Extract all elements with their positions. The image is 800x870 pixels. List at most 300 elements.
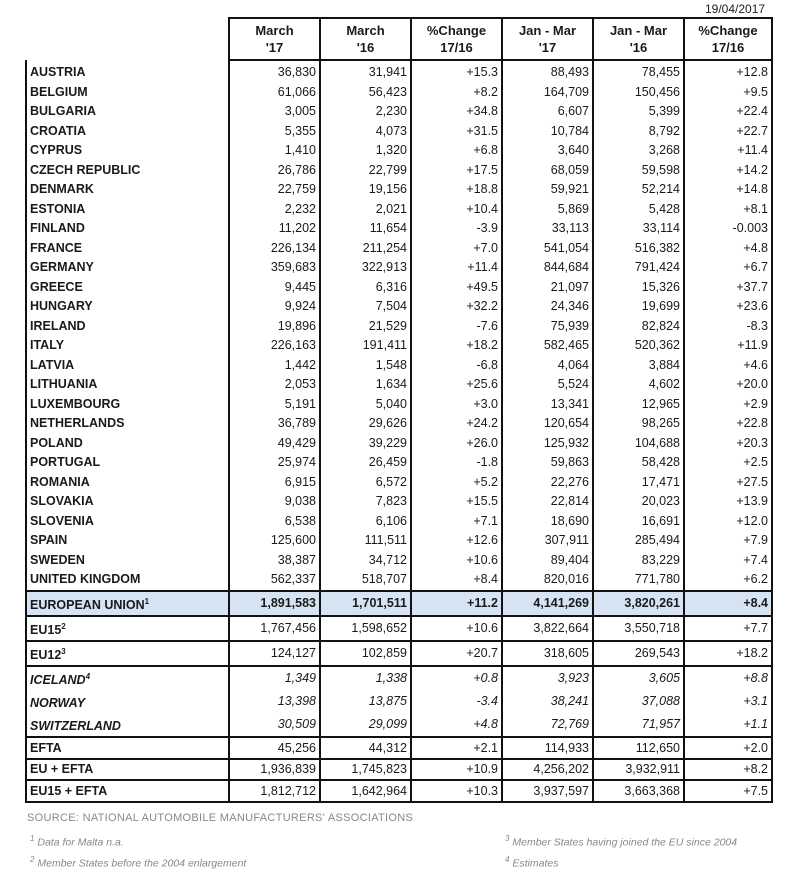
cell-m16: 518,707 [320,570,411,591]
cell-y17: 307,911 [502,531,593,551]
cell-y17: 59,863 [502,453,593,473]
cell-y17: 21,097 [502,278,593,298]
cell-ychg: +6.7 [684,258,772,278]
cell-m17: 125,600 [229,531,320,551]
cell-ychg: +7.5 [684,780,772,802]
cell-mchg: +10.3 [411,780,502,802]
cell-y17: 33,113 [502,219,593,239]
table-row [26,317,772,337]
cell-m17: 19,896 [229,317,320,337]
cell-m17: 25,974 [229,453,320,473]
cell-mchg: +11.4 [411,258,502,278]
country-name: CYPRUS [26,141,229,161]
cell-m17: 36,830 [229,60,320,83]
cell-ychg: -8.3 [684,317,772,337]
cell-y17: 114,933 [502,737,593,759]
cell-y16: 3,268 [593,141,684,161]
cell-y17: 3,640 [502,141,593,161]
cell-y17: 4,256,202 [502,759,593,781]
cell-mchg: +15.5 [411,492,502,512]
header-march-16: March '16 [320,18,411,60]
cell-ychg: +4.8 [684,239,772,259]
cell-ychg: +22.8 [684,414,772,434]
cell-mchg: +3.0 [411,395,502,415]
cell-ychg: +7.9 [684,531,772,551]
cell-y17: 5,869 [502,200,593,220]
cell-y17: 4,064 [502,356,593,376]
registrations-table [25,17,773,803]
cell-y17: 820,016 [502,570,593,591]
cell-m17: 9,924 [229,297,320,317]
cell-y16: 771,780 [593,570,684,591]
cell-y17: 3,923 [502,666,593,690]
cell-ychg: +13.9 [684,492,772,512]
cell-y17: 88,493 [502,60,593,83]
cell-m16: 1,634 [320,375,411,395]
cell-mchg: +10.6 [411,616,502,641]
table-row [26,336,772,356]
header-march-17: March '17 [229,18,320,60]
table-row [26,122,772,142]
cell-m16: 1,320 [320,141,411,161]
cell-ychg: +7.7 [684,616,772,641]
cell-mchg: +2.1 [411,737,502,759]
cell-ychg: +8.1 [684,200,772,220]
efta-country-row [26,713,772,737]
country-name: LUXEMBOURG [26,395,229,415]
cell-y16: 516,382 [593,239,684,259]
table-row [26,60,772,83]
footnote-4: $^4$ Estimates [505,855,559,870]
cell-m16: 19,156 [320,180,411,200]
cell-m17: 1,349 [229,666,320,690]
table-row [26,102,772,122]
cell-mchg: +26.0 [411,434,502,454]
cell-mchg: +0.8 [411,666,502,690]
cell-ychg: +23.6 [684,297,772,317]
cell-y17: 164,709 [502,83,593,103]
cell-y16: 3,884 [593,356,684,376]
cell-m16: 21,529 [320,317,411,337]
cell-ychg: +20.0 [684,375,772,395]
cell-ychg: +7.4 [684,551,772,571]
cell-y17: 582,465 [502,336,593,356]
cell-y16: 3,605 [593,666,684,690]
country-name: BULGARIA [26,102,229,122]
footnote-1: $^1$ Data for Malta n.a. [30,834,124,849]
cell-y17: 318,605 [502,641,593,666]
country-name: CZECH REPUBLIC [26,161,229,181]
cell-y16: 33,114 [593,219,684,239]
cell-ychg: +27.5 [684,473,772,493]
cell-m16: 6,106 [320,512,411,532]
cell-y16: 52,214 [593,180,684,200]
cell-ychg: +37.7 [684,278,772,298]
table-row [26,278,772,298]
country-name: AUSTRIA [26,60,229,83]
cell-mchg: +24.2 [411,414,502,434]
cell-m17: 13,398 [229,690,320,713]
country-name: FRANCE [26,239,229,259]
cell-ychg: +12.8 [684,60,772,83]
cell-m16: 29,099 [320,713,411,737]
total-row [26,737,772,759]
cell-mchg: +11.2 [411,591,502,616]
country-name: IRELAND [26,317,229,337]
header-ytd-change: %Change 17/16 [684,18,772,60]
country-name: ROMANIA [26,473,229,493]
cell-y16: 8,792 [593,122,684,142]
cell-y16: 791,424 [593,258,684,278]
country-name: BELGIUM [26,83,229,103]
cell-y16: 59,598 [593,161,684,181]
table-row [26,180,772,200]
cell-y16: 5,399 [593,102,684,122]
cell-y16: 112,650 [593,737,684,759]
country-name: UNITED KINGDOM [26,570,229,591]
cell-m16: 26,459 [320,453,411,473]
cell-m16: 7,823 [320,492,411,512]
cell-ychg: +14.2 [684,161,772,181]
country-name: SLOVENIA [26,512,229,532]
country-name: SPAIN [26,531,229,551]
cell-mchg: +7.1 [411,512,502,532]
country-name: EU + EFTA [26,759,229,781]
cell-y16: 285,494 [593,531,684,551]
cell-ychg: +14.8 [684,180,772,200]
cell-m16: 31,941 [320,60,411,83]
cell-y16: 12,965 [593,395,684,415]
country-name: DENMARK [26,180,229,200]
country-name: SLOVAKIA [26,492,229,512]
cell-m17: 1,767,456 [229,616,320,641]
cell-m16: 102,859 [320,641,411,666]
cell-y17: 3,822,664 [502,616,593,641]
cell-y17: 75,939 [502,317,593,337]
cell-m16: 56,423 [320,83,411,103]
table-row [26,453,772,473]
cell-mchg: +15.3 [411,60,502,83]
cell-m17: 22,759 [229,180,320,200]
footnote-2: $^2$ Member States before the 2004 enlargement [30,855,247,870]
country-name: GREECE [26,278,229,298]
table-row [26,570,772,591]
cell-mchg: +18.2 [411,336,502,356]
cell-m17: 38,387 [229,551,320,571]
cell-ychg: +8.8 [684,666,772,690]
cell-y17: 89,404 [502,551,593,571]
cell-y16: 3,550,718 [593,616,684,641]
cell-m17: 45,256 [229,737,320,759]
cell-y17: 3,937,597 [502,780,593,802]
country-name: EFTA [26,737,229,759]
cell-y16: 71,957 [593,713,684,737]
cell-y16: 83,229 [593,551,684,571]
cell-ychg: -0.003 [684,219,772,239]
table-row [26,434,772,454]
cell-m17: 2,053 [229,375,320,395]
cell-m17: 9,038 [229,492,320,512]
cell-mchg: +8.4 [411,570,502,591]
cell-m17: 6,915 [229,473,320,493]
cell-y16: 17,471 [593,473,684,493]
cell-m17: 226,134 [229,239,320,259]
cell-m17: 36,789 [229,414,320,434]
cell-y17: 72,769 [502,713,593,737]
header-ytd-16: Jan - Mar '16 [593,18,684,60]
cell-m17: 562,337 [229,570,320,591]
table-row [26,531,772,551]
total-row [26,780,772,802]
report-date: 19/04/2017 [705,2,766,16]
cell-mchg: +4.8 [411,713,502,737]
cell-y17: 68,059 [502,161,593,181]
cell-ychg: +11.4 [684,141,772,161]
total-row [26,759,772,781]
header-row [26,18,772,60]
cell-m16: 11,654 [320,219,411,239]
cell-mchg: +34.8 [411,102,502,122]
cell-y16: 15,326 [593,278,684,298]
cell-ychg: +1.1 [684,713,772,737]
cell-ychg: +8.4 [684,591,772,616]
eu-total-row [26,591,772,616]
cell-y16: 98,265 [593,414,684,434]
cell-m16: 13,875 [320,690,411,713]
cell-ychg: +2.0 [684,737,772,759]
table-row [26,395,772,415]
table-row [26,551,772,571]
country-name: SWITZERLAND [26,713,229,737]
cell-y16: 520,362 [593,336,684,356]
eu12-row [26,641,772,666]
cell-m17: 5,355 [229,122,320,142]
country-name: CROATIA [26,122,229,142]
table-row [26,473,772,493]
cell-m16: 5,040 [320,395,411,415]
cell-mchg: +17.5 [411,161,502,181]
cell-y17: 5,524 [502,375,593,395]
cell-ychg: +4.6 [684,356,772,376]
country-name: LITHUANIA [26,375,229,395]
table-row [26,83,772,103]
country-name: $EU15^2$ [26,616,229,641]
cell-mchg: -3.4 [411,690,502,713]
cell-y16: 19,699 [593,297,684,317]
cell-m16: 2,230 [320,102,411,122]
cell-m16: 4,073 [320,122,411,142]
cell-y17: 59,921 [502,180,593,200]
cell-y16: 269,543 [593,641,684,666]
cell-ychg: +9.5 [684,83,772,103]
cell-m17: 5,191 [229,395,320,415]
cell-ychg: +2.5 [684,453,772,473]
table-row [26,161,772,181]
table-row [26,239,772,259]
cell-m16: 44,312 [320,737,411,759]
cell-y16: 78,455 [593,60,684,83]
cell-y17: 18,690 [502,512,593,532]
cell-mchg: +5.2 [411,473,502,493]
efta-country-row [26,690,772,713]
cell-y17: 38,241 [502,690,593,713]
cell-y17: 22,276 [502,473,593,493]
table-row [26,375,772,395]
cell-y17: 4,141,269 [502,591,593,616]
cell-mchg: +31.5 [411,122,502,142]
cell-m16: 34,712 [320,551,411,571]
country-name: SWEDEN [26,551,229,571]
country-name: PORTUGAL [26,453,229,473]
cell-y16: 3,932,911 [593,759,684,781]
cell-mchg: -3.9 [411,219,502,239]
cell-y16: 20,023 [593,492,684,512]
cell-mchg: -6.8 [411,356,502,376]
cell-y17: 13,341 [502,395,593,415]
cell-y16: 4,602 [593,375,684,395]
country-name: $EU12^3$ [26,641,229,666]
cell-y17: 120,654 [502,414,593,434]
cell-mchg: +32.2 [411,297,502,317]
cell-m16: 22,799 [320,161,411,181]
cell-ychg: +20.3 [684,434,772,454]
table-row [26,512,772,532]
country-name: NETHERLANDS [26,414,229,434]
cell-m16: 2,021 [320,200,411,220]
country-name: HUNGARY [26,297,229,317]
cell-m17: 1,442 [229,356,320,376]
header-march-change: %Change 17/16 [411,18,502,60]
cell-m16: 1,548 [320,356,411,376]
cell-m17: 359,683 [229,258,320,278]
cell-y17: 844,684 [502,258,593,278]
cell-ychg: +6.2 [684,570,772,591]
country-name: ICELAND$^4$ [26,666,229,690]
cell-ychg: +22.4 [684,102,772,122]
cell-ychg: +3.1 [684,690,772,713]
cell-m16: 1,642,964 [320,780,411,802]
cell-mchg: +7.0 [411,239,502,259]
cell-ychg: +18.2 [684,641,772,666]
country-name: EUROPEAN UNION$^1$ [26,591,229,616]
cell-m16: 29,626 [320,414,411,434]
cell-mchg: +10.9 [411,759,502,781]
cell-m17: 26,786 [229,161,320,181]
cell-mchg: +20.7 [411,641,502,666]
cell-y17: 125,932 [502,434,593,454]
cell-y17: 10,784 [502,122,593,142]
cell-m17: 3,005 [229,102,320,122]
cell-m17: 124,127 [229,641,320,666]
cell-m17: 30,509 [229,713,320,737]
cell-m16: 211,254 [320,239,411,259]
cell-m16: 111,511 [320,531,411,551]
table-row [26,356,772,376]
country-name: LATVIA [26,356,229,376]
table-row [26,200,772,220]
cell-y16: 58,428 [593,453,684,473]
cell-mchg: +6.8 [411,141,502,161]
efta-country-row [26,666,772,690]
cell-y16: 3,663,368 [593,780,684,802]
cell-m16: 322,913 [320,258,411,278]
country-name: POLAND [26,434,229,454]
cell-m16: 6,572 [320,473,411,493]
cell-m16: 1,745,823 [320,759,411,781]
cell-y16: 150,456 [593,83,684,103]
cell-y17: 22,814 [502,492,593,512]
country-name: ITALY [26,336,229,356]
cell-mchg: +25.6 [411,375,502,395]
cell-ychg: +8.2 [684,759,772,781]
cell-m17: 11,202 [229,219,320,239]
cell-m16: 39,229 [320,434,411,454]
cell-m17: 6,538 [229,512,320,532]
cell-mchg: +12.6 [411,531,502,551]
cell-y17: 6,607 [502,102,593,122]
footnote-3: $^3$ Member States having joined the EU since 2004 [505,834,738,849]
cell-y16: 3,820,261 [593,591,684,616]
table-row [26,297,772,317]
table-row [26,219,772,239]
cell-mchg: +18.8 [411,180,502,200]
cell-mchg: -7.6 [411,317,502,337]
cell-y17: 24,346 [502,297,593,317]
table-row [26,414,772,434]
eu15-row [26,616,772,641]
cell-m17: 1,410 [229,141,320,161]
cell-y16: 16,691 [593,512,684,532]
cell-m17: 1,812,712 [229,780,320,802]
cell-mchg: +49.5 [411,278,502,298]
country-name: GERMANY [26,258,229,278]
cell-mchg: +10.6 [411,551,502,571]
cell-m16: 1,598,652 [320,616,411,641]
header-ytd-17: Jan - Mar '17 [502,18,593,60]
cell-y16: 5,428 [593,200,684,220]
cell-m17: 9,445 [229,278,320,298]
cell-m16: 1,338 [320,666,411,690]
cell-m16: 7,504 [320,297,411,317]
cell-m16: 1,701,511 [320,591,411,616]
country-name: NORWAY [26,690,229,713]
cell-y17: 541,054 [502,239,593,259]
header-country [26,18,229,60]
cell-m17: 1,891,583 [229,591,320,616]
cell-y16: 37,088 [593,690,684,713]
cell-m17: 2,232 [229,200,320,220]
cell-mchg: +8.2 [411,83,502,103]
table-body [26,60,772,802]
cell-ychg: +2.9 [684,395,772,415]
cell-y16: 82,824 [593,317,684,337]
cell-m17: 1,936,839 [229,759,320,781]
cell-mchg: +10.4 [411,200,502,220]
cell-mchg: -1.8 [411,453,502,473]
country-name: ESTONIA [26,200,229,220]
cell-y16: 104,688 [593,434,684,454]
cell-m16: 6,316 [320,278,411,298]
cell-m17: 226,163 [229,336,320,356]
cell-m16: 191,411 [320,336,411,356]
table-row [26,141,772,161]
table-row [26,492,772,512]
cell-ychg: +11.9 [684,336,772,356]
country-name: FINLAND [26,219,229,239]
country-name: EU15 + EFTA [26,780,229,802]
table-row [26,258,772,278]
cell-ychg: +12.0 [684,512,772,532]
